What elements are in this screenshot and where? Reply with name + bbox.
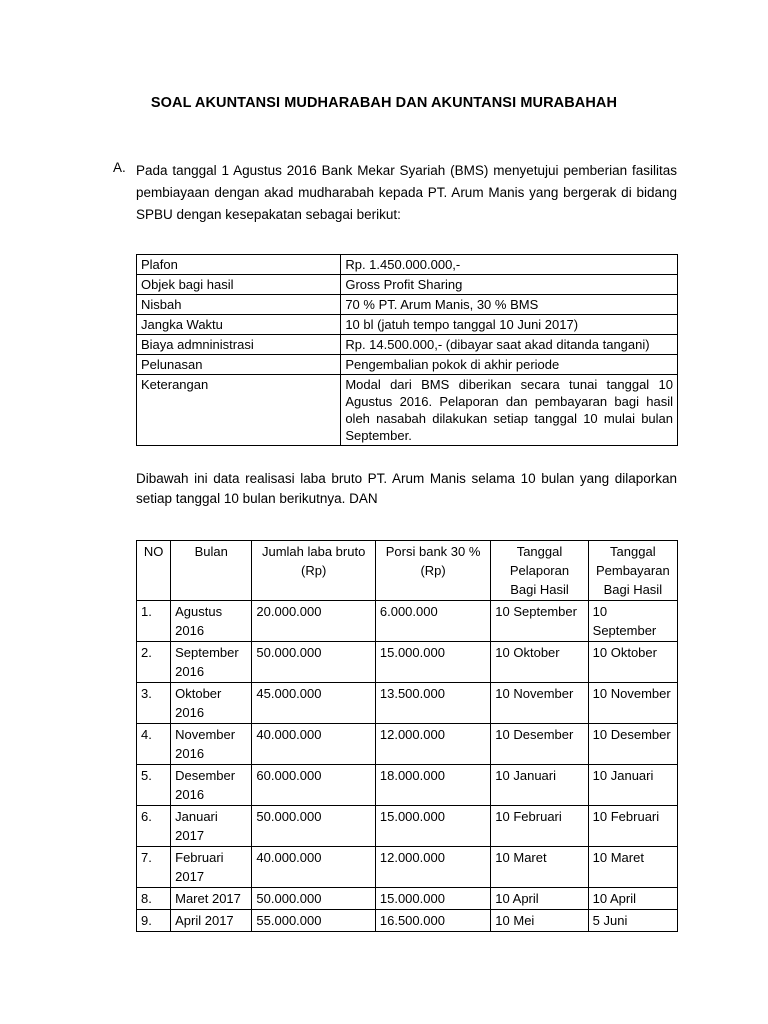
cell-tanggal-pelaporan: 10 Januari bbox=[491, 765, 588, 806]
cell-bulan: September 2016 bbox=[171, 642, 252, 683]
terms-row bbox=[137, 375, 678, 446]
cell-bulan: Februari 2017 bbox=[171, 847, 252, 888]
intro-paragraph: Pada tanggal 1 Agustus 2016 Bank Mekar Syariah (BMS) menyetujui pemberian fasilitas pembiayaan dengan akad mudharabah kepada PT. Arum Manis yang bergerak di bidang SPBU dengan kesepakatan sebagai berikut: bbox=[136, 163, 677, 222]
cell-porsi-bank: 18.000.000 bbox=[375, 765, 490, 806]
cell-laba-bruto: 40.000.000 bbox=[252, 724, 375, 765]
cell-bulan: Agustus 2016 bbox=[171, 601, 252, 642]
terms-value: 10 bl (jatuh tempo tanggal 10 Juni 2017) bbox=[341, 315, 678, 335]
table-row bbox=[137, 601, 678, 642]
cell-tanggal-pelaporan: 10 Mei bbox=[491, 910, 588, 932]
cell-porsi-bank: 15.000.000 bbox=[375, 642, 490, 683]
cell-porsi-bank: 13.500.000 bbox=[375, 683, 490, 724]
header-no: NO bbox=[137, 541, 171, 601]
terms-key: Plafon bbox=[137, 255, 341, 275]
cell-no: 5. bbox=[137, 765, 171, 806]
cell-porsi-bank: 16.500.000 bbox=[375, 910, 490, 932]
cell-laba-bruto: 45.000.000 bbox=[252, 683, 375, 724]
cell-tanggal-pelaporan: 10 Maret bbox=[491, 847, 588, 888]
cell-tanggal-pelaporan: 10 November bbox=[491, 683, 588, 724]
cell-bulan: Desember 2016 bbox=[171, 765, 252, 806]
table-row bbox=[137, 683, 678, 724]
cell-tanggal-pembayaran: 10 November bbox=[588, 683, 677, 724]
cell-bulan: November 2016 bbox=[171, 724, 252, 765]
cell-tanggal-pembayaran: 5 Juni bbox=[588, 910, 677, 932]
terms-value: Rp. 14.500.000,- (dibayar saat akad ditanda tangani) bbox=[341, 335, 678, 355]
cell-porsi-bank: 15.000.000 bbox=[375, 806, 490, 847]
cell-porsi-bank: 12.000.000 bbox=[375, 724, 490, 765]
table-row bbox=[137, 888, 678, 910]
cell-bulan: April 2017 bbox=[171, 910, 252, 932]
cell-tanggal-pembayaran: 10 September bbox=[588, 601, 677, 642]
terms-row bbox=[137, 355, 678, 375]
cell-porsi-bank: 12.000.000 bbox=[375, 847, 490, 888]
header-porsi-bank: Porsi bank 30 % (Rp) bbox=[375, 541, 490, 601]
cell-no: 2. bbox=[137, 642, 171, 683]
terms-value: Pengembalian pokok di akhir periode bbox=[341, 355, 678, 375]
terms-key: Biaya admninistrasi bbox=[137, 335, 341, 355]
cell-tanggal-pembayaran: 10 Januari bbox=[588, 765, 677, 806]
agreement-terms-table bbox=[136, 254, 678, 446]
cell-tanggal-pembayaran: 10 Maret bbox=[588, 847, 677, 888]
cell-laba-bruto: 20.000.000 bbox=[252, 601, 375, 642]
table-row bbox=[137, 765, 678, 806]
cell-no: 8. bbox=[137, 888, 171, 910]
cell-tanggal-pembayaran: 10 April bbox=[588, 888, 677, 910]
cell-laba-bruto: 55.000.000 bbox=[252, 910, 375, 932]
cell-tanggal-pembayaran: 10 Desember bbox=[588, 724, 677, 765]
cell-no: 3. bbox=[137, 683, 171, 724]
terms-value: Rp. 1.450.000.000,- bbox=[341, 255, 678, 275]
cell-bulan: Januari 2017 bbox=[171, 806, 252, 847]
terms-value: Gross Profit Sharing bbox=[341, 275, 678, 295]
cell-tanggal-pembayaran: 10 Februari bbox=[588, 806, 677, 847]
terms-row bbox=[137, 275, 678, 295]
terms-key: Keterangan bbox=[137, 375, 341, 446]
cell-no: 7. bbox=[137, 847, 171, 888]
cell-tanggal-pelaporan: 10 September bbox=[491, 601, 588, 642]
header-tanggal-pembayaran: Tanggal Pembayaran Bagi Hasil bbox=[588, 541, 677, 601]
cell-laba-bruto: 60.000.000 bbox=[252, 765, 375, 806]
cell-laba-bruto: 40.000.000 bbox=[252, 847, 375, 888]
header-tanggal-pelaporan: Tanggal Pelaporan Bagi Hasil bbox=[491, 541, 588, 601]
terms-row bbox=[137, 315, 678, 335]
terms-key: Objek bagi hasil bbox=[137, 275, 341, 295]
cell-tanggal-pelaporan: 10 Oktober bbox=[491, 642, 588, 683]
cell-no: 4. bbox=[137, 724, 171, 765]
terms-row bbox=[137, 295, 678, 315]
table-header-row bbox=[137, 541, 678, 601]
table-row bbox=[137, 724, 678, 765]
cell-laba-bruto: 50.000.000 bbox=[252, 642, 375, 683]
realisasi-paragraph: Dibawah ini data realisasi laba bruto PT. Arum Manis selama 10 bulan yang dilaporkan setiap tanggal 10 bulan berikutnya. DAN bbox=[136, 471, 677, 506]
cell-porsi-bank: 15.000.000 bbox=[375, 888, 490, 910]
cell-no: 1. bbox=[137, 601, 171, 642]
table-row bbox=[137, 806, 678, 847]
cell-tanggal-pelaporan: 10 April bbox=[491, 888, 588, 910]
table-row bbox=[137, 910, 678, 932]
cell-no: 9. bbox=[137, 910, 171, 932]
cell-laba-bruto: 50.000.000 bbox=[252, 888, 375, 910]
cell-bulan: Maret 2017 bbox=[171, 888, 252, 910]
terms-key: Pelunasan bbox=[137, 355, 341, 375]
cell-tanggal-pembayaran: 10 Oktober bbox=[588, 642, 677, 683]
cell-tanggal-pelaporan: 10 Desember bbox=[491, 724, 588, 765]
cell-no: 6. bbox=[137, 806, 171, 847]
terms-key: Jangka Waktu bbox=[137, 315, 341, 335]
terms-value: 70 % PT. Arum Manis, 30 % BMS bbox=[341, 295, 678, 315]
cell-bulan: Oktober 2016 bbox=[171, 683, 252, 724]
terms-value: Modal dari BMS diberikan secara tunai tanggal 10 Agustus 2016. Pelaporan dan pembayaran bagi hasil oleh nasabah dilakukan setiap tanggal 10 mulai bulan September. bbox=[341, 375, 678, 446]
profit-realization-table bbox=[136, 540, 678, 932]
cell-porsi-bank: 6.000.000 bbox=[375, 601, 490, 642]
cell-laba-bruto: 50.000.000 bbox=[252, 806, 375, 847]
table-row bbox=[137, 642, 678, 683]
section-letter: A. bbox=[113, 160, 126, 175]
table-row bbox=[137, 847, 678, 888]
terms-key: Nisbah bbox=[137, 295, 341, 315]
cell-tanggal-pelaporan: 10 Februari bbox=[491, 806, 588, 847]
terms-row bbox=[137, 335, 678, 355]
terms-row bbox=[137, 255, 678, 275]
header-bulan: Bulan bbox=[171, 541, 252, 601]
header-laba-bruto: Jumlah laba bruto (Rp) bbox=[252, 541, 375, 601]
document-title: SOAL AKUNTANSI MUDHARABAH DAN AKUNTANSI MURABAHAH bbox=[150, 95, 618, 111]
